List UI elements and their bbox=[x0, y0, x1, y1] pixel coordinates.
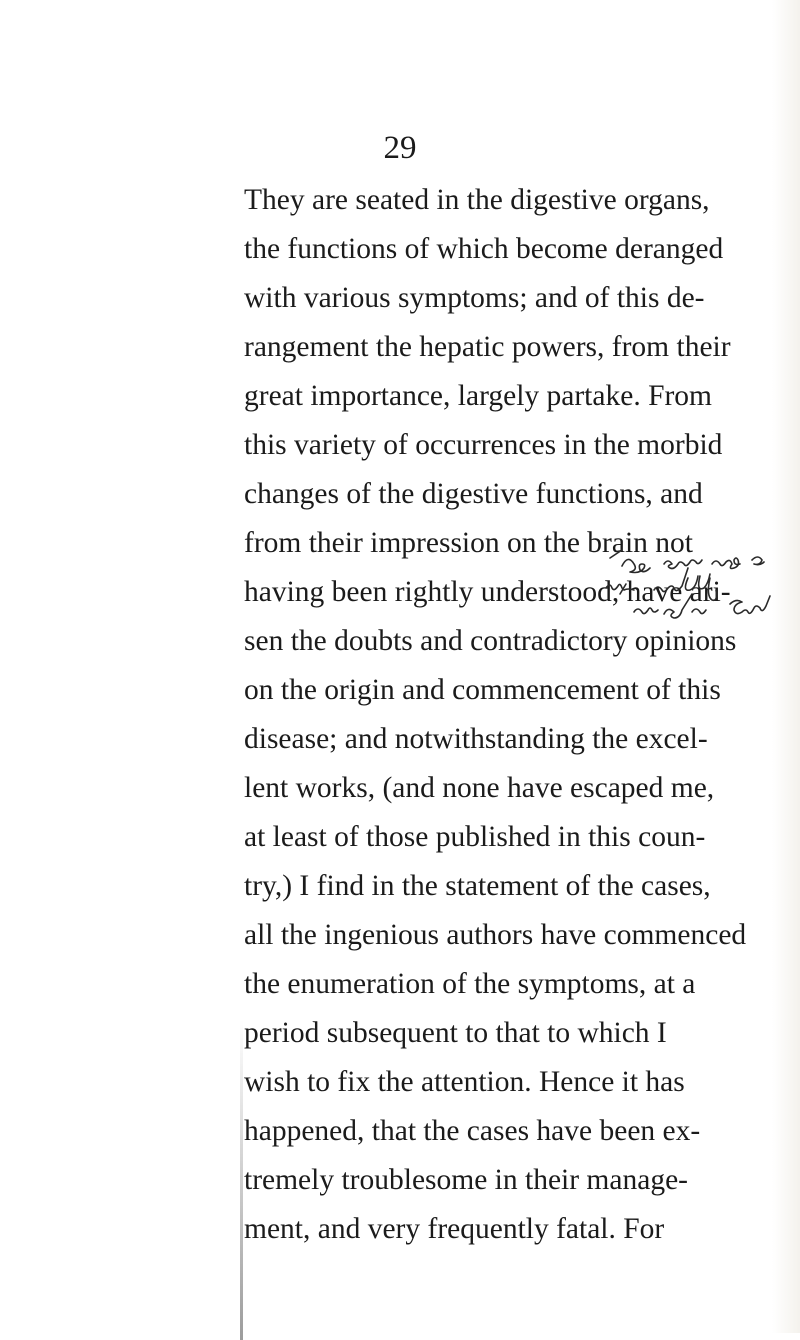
text-line: having been rightly understood, have ari- bbox=[244, 576, 731, 608]
text-line: disease; and notwithstanding the excel- bbox=[244, 723, 708, 755]
body-text bbox=[244, 176, 800, 1254]
text-line: from their impression on the brain not bbox=[244, 527, 693, 559]
text-line: wish to fix the attention. Hence it has bbox=[244, 1066, 685, 1098]
page-edge-shading bbox=[772, 0, 800, 1333]
page-number: 29 bbox=[383, 130, 417, 166]
text-line: at least of those published in this coun- bbox=[244, 821, 706, 853]
text-line: changes of the digestive functions, and bbox=[244, 478, 703, 510]
text-line: tremely troublesome in their manage- bbox=[244, 1164, 688, 1196]
text-line: all the ingenious authors have commenced bbox=[244, 919, 747, 951]
text-line: rangement the hepatic powers, from their bbox=[244, 331, 731, 363]
binding-shadow bbox=[240, 1020, 243, 1340]
text-line: lent works, (and none have escaped me, bbox=[244, 772, 715, 804]
text-line: the enumeration of the symptoms, at a bbox=[244, 968, 696, 1000]
text-line: on the origin and commencement of this bbox=[244, 674, 721, 706]
text-line: this variety of occurrences in the morbid bbox=[244, 429, 723, 461]
text-line: ment, and very frequently fatal. For bbox=[244, 1213, 665, 1245]
text-line: period subsequent to that to which I bbox=[244, 1017, 667, 1049]
text-line: great importance, largely partake. From bbox=[244, 380, 712, 412]
text-line: happened, that the cases have been ex- bbox=[244, 1115, 701, 1147]
text-line: the functions of which become deranged bbox=[244, 233, 724, 265]
text-line: sen the doubts and contradictory opinions bbox=[244, 625, 737, 657]
handwritten-marginal-note-icon bbox=[604, 520, 794, 630]
text-line: with various symptoms; and of this de- bbox=[244, 282, 705, 314]
text-line: They are seated in the digestive organs, bbox=[244, 184, 710, 216]
text-line: try,) I find in the statement of the cases, bbox=[244, 870, 711, 902]
